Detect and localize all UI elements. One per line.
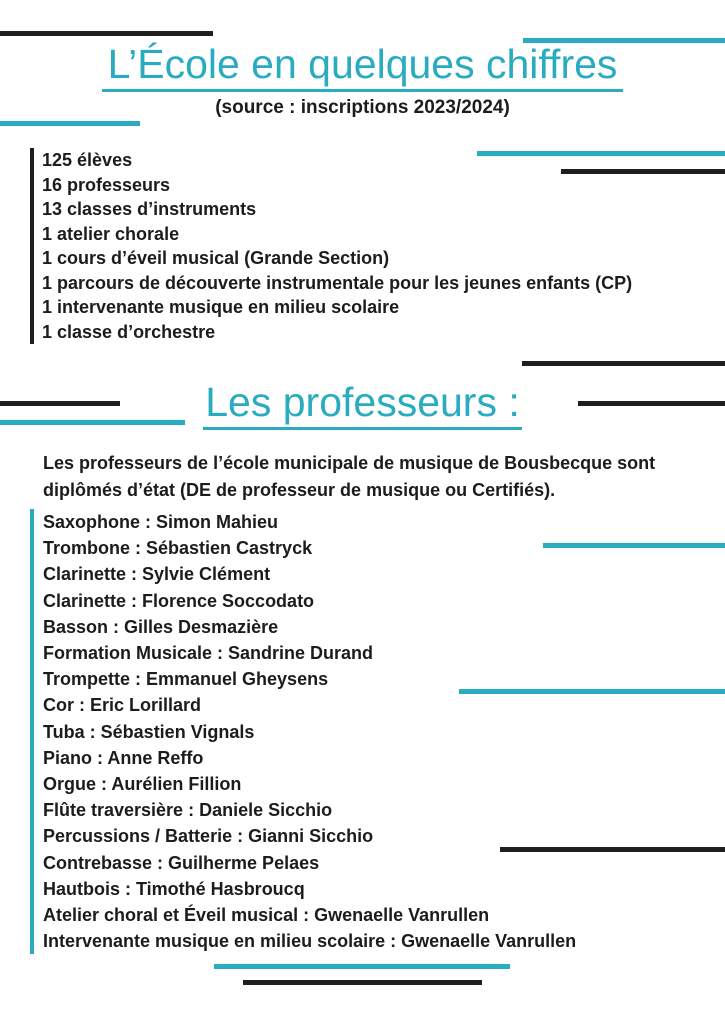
list-item: 1 atelier chorale (42, 223, 180, 244)
decorative-bar (522, 361, 725, 366)
intro-line: diplômés d’état (DE de professeur de musique ou Certifiés). (43, 480, 556, 500)
list-item: Intervenante musique en milieu scolaire : Gwenaelle Vanrullen (43, 931, 577, 952)
list-item: Cor : Eric Lorillard (43, 695, 202, 716)
list-item: Clarinette : Sylvie Clément (43, 564, 271, 585)
list-item: 125 élèves (42, 150, 133, 170)
list-item: 1 classe d’orchestre (42, 321, 216, 342)
stats-list (30, 148, 722, 344)
list-item: Orgue : Aurélien Fillion (43, 774, 242, 795)
list-item: Saxophone : Simon Mahieu (43, 512, 279, 532)
list-item: 1 parcours de découverte instrumentale pour les jeunes enfants (CP) (42, 272, 633, 293)
decorative-bar (0, 121, 140, 126)
list-item: Basson : Gilles Desmazière (43, 616, 279, 637)
list-item: Contrebasse : Guilherme Pelaes (43, 852, 320, 873)
list-item: Formation Musicale : Sandrine Durand (43, 643, 374, 664)
list-item: 13 classes d’instruments (42, 199, 257, 219)
list-item: Trombone : Sébastien Castryck (43, 538, 313, 559)
list-item: Trompette : Emmanuel Gheysens (43, 669, 329, 690)
decorative-bar (214, 964, 510, 969)
intro-line: Les professeurs de l’école municipale de musique de Bousbecque sont (43, 453, 656, 473)
decorative-bar (243, 980, 482, 985)
intro-paragraph (43, 450, 703, 504)
page-title: L’École en quelques chiffres (0, 44, 725, 85)
list-item: Hautbois : Timothé Hasbroucq (43, 878, 305, 899)
list-item: Clarinette : Florence Soccodato (43, 590, 315, 611)
list-item: Flûte traversière : Daniele Sicchio (43, 800, 333, 821)
professors-list (30, 509, 723, 954)
list-item: Percussions / Batterie : Gianni Sicchio (43, 826, 374, 847)
decorative-bar (0, 31, 213, 36)
source-note: (source : inscriptions 2023/2024) (215, 97, 510, 118)
list-item: 1 intervenante musique en milieu scolaire (42, 297, 400, 317)
list-item: Atelier choral et Éveil musical : Gwenaelle Vanrullen (43, 905, 490, 926)
section-title: Les professeurs : (0, 382, 725, 423)
list-item: Tuba : Sébastien Vignals (43, 721, 255, 742)
list-item: 1 cours d’éveil musical (Grande Section) (42, 248, 390, 268)
list-item: Piano : Anne Reffo (43, 747, 204, 768)
list-item: 16 professeurs (42, 174, 171, 195)
